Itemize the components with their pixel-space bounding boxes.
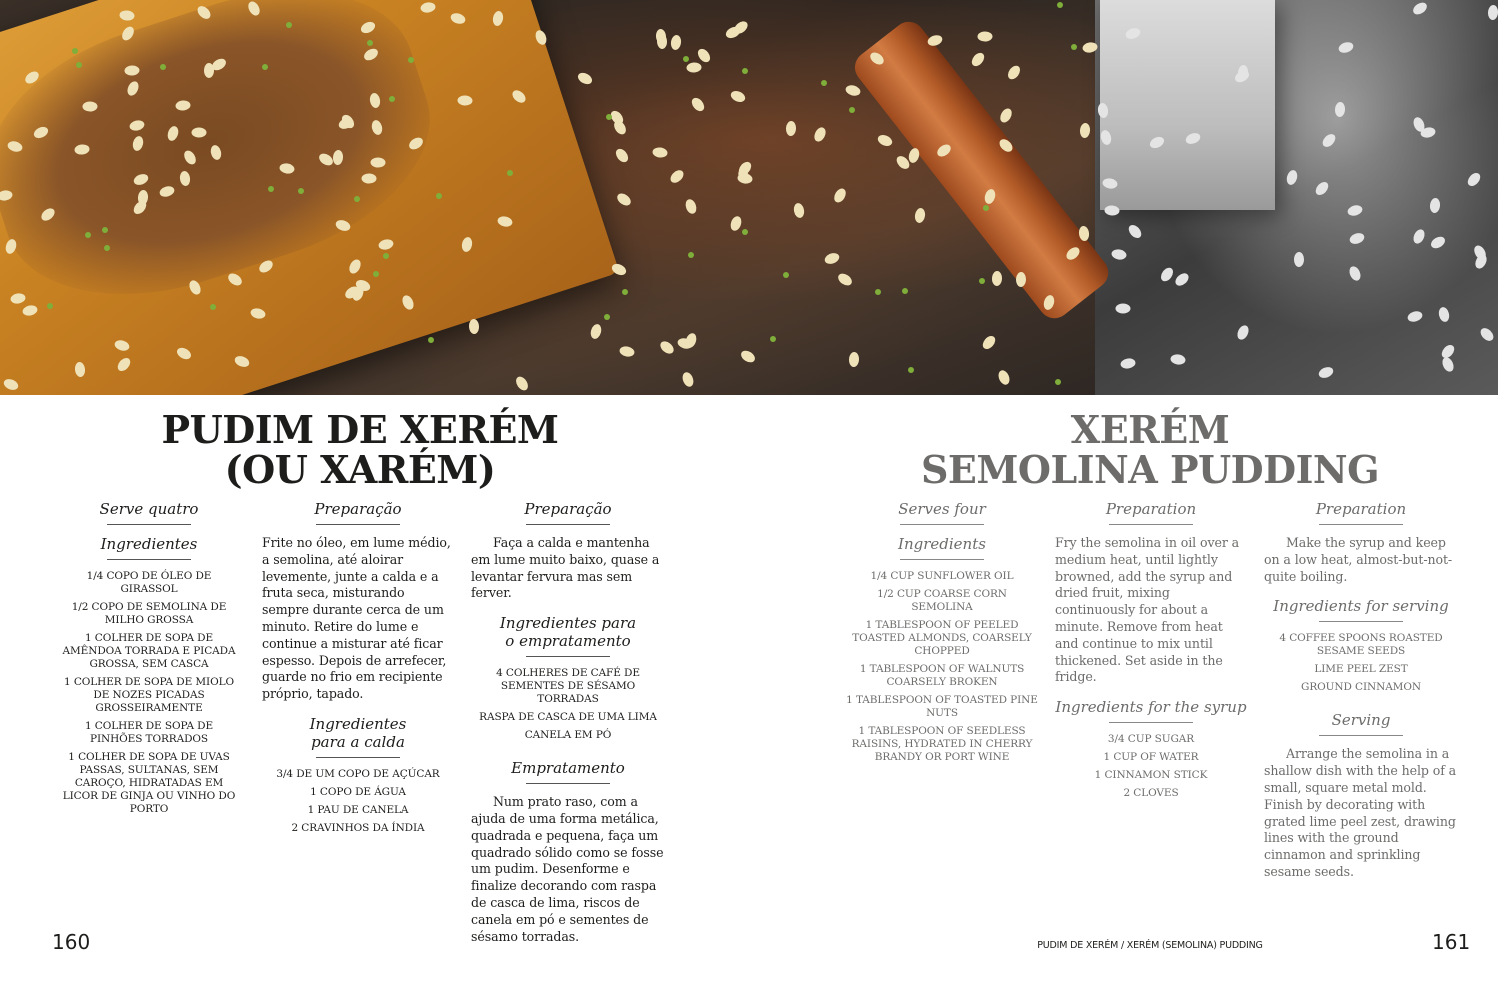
list-item: 2 CRAVINHOS DA ÍNDIA [291,821,425,834]
lime-zest-speck [902,288,908,294]
list-item: 1 COLHER DE SOPA DE PINHÕES TORRADOS [84,720,214,745]
preparation-heading: Preparation [1105,500,1197,518]
divider [1109,524,1193,525]
divider [526,524,610,525]
list-item: CANELA EM PÓ [524,729,612,742]
list-item: 1 COLHER DE SOPA DE AMÊNDOA TORRADA E PICADA GROSSA, SEM CASCA [62,632,236,670]
en-preparation-column [1055,500,1247,805]
lime-zest-speck [622,289,628,295]
divider [900,559,984,560]
ingredients-heading: Ingredients [898,535,986,553]
list-item: 4 COLHERES DE CAFÉ DE SEMENTES DE SÉSAMO TORRADAS [496,667,640,706]
title-line-1: XERÉM [1070,407,1230,452]
pt-preparation-column [262,500,454,840]
page-number-left: 160 [52,930,91,954]
page-number-right: 161 [1432,930,1471,954]
sesame-seed [468,319,479,335]
list-item: 1 TABLESPOON OF TOASTED PINE NUTS [846,694,1038,719]
syrup-heading-line2: para a calda [311,732,405,751]
list-item: 1/4 COPO DE ÓLEO DE GIRASSOL [86,570,212,595]
list-item: 1 CINNAMON STICK [1094,769,1208,782]
plating-ingredients-list [471,667,665,742]
syrup-heading-line1: Ingredientes [309,714,407,733]
list-item: 1 CUP OF WATER [1103,751,1199,764]
lime-zest-speck [688,252,694,258]
divider [1109,722,1193,723]
list-item: 3/4 CUP SUGAR [1107,733,1195,746]
list-item: 1 TABLESPOON OF WALNUTS COARSELY BROKEN [859,663,1025,688]
lime-zest-speck [983,205,989,211]
cinnamon-topping [0,0,459,334]
divider [1319,524,1403,525]
lime-zest-speck [72,48,78,54]
list-item: 1 COLHER DE SOPA DE MIOLO DE NOZES PICADAS GROSSEIRAMENTE [64,676,234,714]
preparation-text: Make the syrup and keep on a low heat, almost-but-not-quite boiling. [1264,535,1453,584]
serving-heading: Serving [1331,711,1391,730]
plating-text: Num prato raso, com a ajuda de uma forma metálica, quadrada e pequena, faça um quadrado sólido como se fosse um pudim. Desenforme e finalize decorando com raspa de casca de lima, riscos de canela em pó e sementes de sésamo torradas. [471,794,664,944]
list-item: 1 PAU DE CANELA [307,803,409,816]
list-item: 3/4 DE UM COPO DE AÇÚCAR [276,767,440,780]
pt-ingredients-column [58,500,240,821]
syrup-ingredients-list [1055,733,1247,800]
recipe-photo [0,0,1498,395]
title-line-1: PUDIM DE XERÉM [161,407,559,452]
plating-ingredients-heading-line1: Ingredientes para [499,614,637,633]
lime-zest-speck [1055,379,1061,385]
lime-zest-speck [268,186,274,192]
syrup-heading: Ingredients for the syrup [1055,698,1247,717]
lime-zest-speck [373,271,379,277]
preparation-text: Fry the semolina in oil over a medium heat, until lightly browned, add the syrup and dried fruit, mixing continuously for about a minute. Remove from heat and continue to mix until thickened. Set aside in the fridge. [1055,535,1240,685]
lime-zest-speck [770,336,776,342]
title-line-2: SEMOLINA PUDDING [920,447,1380,492]
lime-zest-speck [210,304,216,310]
list-item: 1 COLHER DE SOPA DE UVAS PASSAS, SULTANAS, SEM CAROÇO, HIDRATADAS EM LICOR DE GINJA OU VINHO DO PORTO [62,751,236,815]
list-item: GROUND CINNAMON [1301,681,1421,694]
lime-zest-speck [507,170,513,176]
preparation-heading: Preparation [1315,500,1407,518]
sesame-seed [82,101,97,111]
list-item: RASPA DE CASCA DE UMA LIMA [479,711,657,724]
title-line-2: (OU XARÉM) [224,447,496,492]
serving-ingredients-heading: Ingredients for serving [1273,597,1449,616]
divider [1319,621,1403,622]
ingredients-list [58,570,240,816]
preparation-text: Faça a calda e mantenha em lume muito baixo, quase a levantar fervura mas sem ferver. [471,535,660,601]
divider [316,757,400,758]
sesame-seed [361,173,376,183]
lime-zest-speck [604,314,610,320]
list-item: 2 CLOVES [1123,787,1179,800]
list-item: 1 COPO DE ÁGUA [310,785,406,798]
list-item: 4 COFFEE SPOONS ROASTED SESAME SEEDS [1279,632,1443,658]
en-ingredients-column [846,500,1038,769]
list-item: 1/2 CUP COARSE CORN SEMOLINA [877,588,1007,613]
list-item: 1 TABLESPOON OF PEELED TOASTED ALMONDS, COARSELY CHOPPED [852,619,1032,657]
divider [107,559,191,560]
page-title-english [880,407,1420,492]
list-item: 1 TABLESPOON OF SEEDLESS RAISINS, HYDRATED IN CHERRY BRANDY OR PORT WINE [851,725,1033,763]
lime-zest-speck [298,188,304,194]
lime-zest-speck [1071,44,1077,50]
pt-serving-column [471,500,665,945]
plating-ingredients-heading-line2: o empratamento [505,632,631,651]
serves-label: Serves four [898,500,986,518]
ingredients-list [846,570,1038,764]
divider [1319,735,1403,736]
divider [316,524,400,525]
lime-zest-speck [428,337,434,343]
ingredients-heading: Ingredientes [100,535,198,553]
divider [526,656,610,657]
list-item: 1/4 CUP SUNFLOWER OIL [870,570,1014,582]
list-item: 1/2 COPO DE SEMOLINA DE MILHO GROSSA [71,601,227,626]
list-item: LIME PEEL ZEST [1314,663,1408,676]
running-head: PUDIM DE XERÉM / XERÉM (SEMOLINA) PUDDING [1037,940,1263,951]
divider [900,524,984,525]
lime-zest-speck [875,289,881,295]
plating-heading: Empratamento [511,759,625,778]
lime-zest-speck [262,64,268,70]
divider [526,783,610,784]
serving-ingredients-list [1264,632,1458,694]
divider [107,524,191,525]
lime-zest-speck [104,245,110,251]
preparation-heading: Preparação [314,500,402,518]
lime-zest-speck [979,278,985,284]
lime-zest-speck [908,367,914,373]
en-serving-column [1264,500,1458,881]
preparation-text: Frite no óleo, em lume médio, a semolina, até aloirar levemente, junte a calda e a fruta seca, misturando sempre durante cerca de um minuto. Retire do lume e continue a misturar até ficar espesso. Depois de arrefecer, guarde no frio em recipiente próprio, tapado. [262,535,451,702]
preparation-heading: Preparação [524,500,612,518]
lime-zest-speck [742,229,748,235]
lime-zest-speck [85,232,91,238]
page-title-portuguese [120,407,600,492]
lime-zest-speck [436,193,442,199]
serves-label: Serve quatro [99,500,199,518]
serving-text: Arrange the semolina in a shallow dish with the help of a small, square metal mold. Finish by decorating with grated lime peel zest, drawing lines with the ground cinnamon and sprinkling sesame seeds. [1264,746,1457,879]
lime-zest-speck [47,303,53,309]
syrup-ingredients-list [262,768,454,835]
